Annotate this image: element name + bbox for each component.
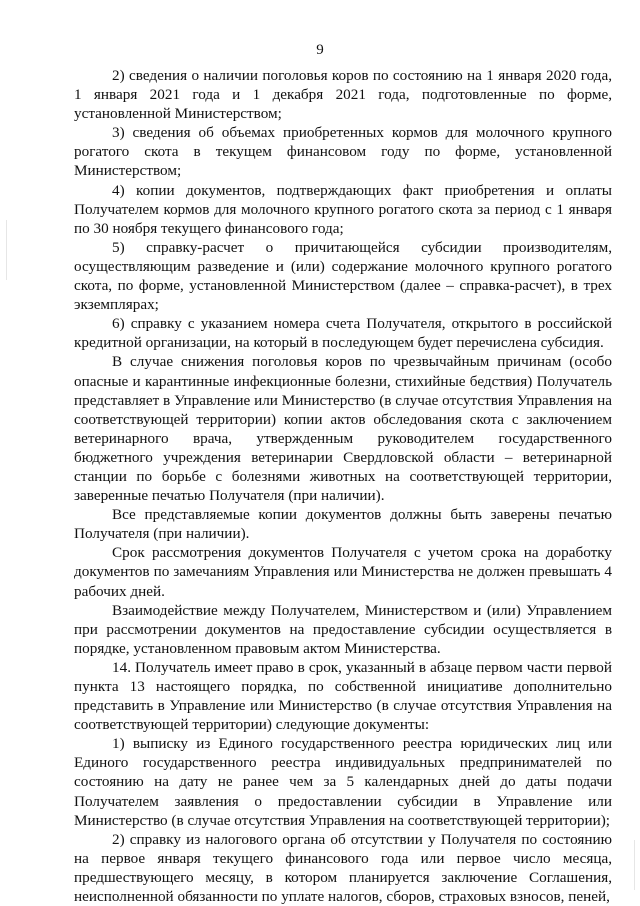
paragraph-copies-certification: Все представляемые копии документов должны быть заверены печатью Получателя (при наличии).: [74, 506, 612, 543]
paragraph-item-6: 6) справку с указанием номера счета Получателя, открытого в российской кредитной организации, на который в последующем будет перечислена субсидия.: [74, 315, 612, 352]
paragraph-livestock-reduction: В случае снижения поголовья коров по чрезвычайным причинам (особо опасные и карантинные инфекционные болезни, стихийные бедствия) Получатель представляет в Управление или Министерство (в случае отсутствия Управления на соответствующей территории) копии актов обследования скота с заключением ветеринарного врача, утвержденным руководителем государственного бюджетного учреждения ветеринарии Свердловской области – ветеринарной станции по борьбе с болезнями животных на соответствующей территории, заверенные печатью Получателя (при наличии).: [74, 353, 612, 505]
paragraph-item-2-tax-certificate: 2) справку из налогового органа об отсутствии у Получателя по состоянию на первое января текущего финансового года или первое число месяца, предшествующего месяцу, в котором планируется заключение Соглашения, неисполненной обязанности по уплате налогов, сборов, страховых взносов, пеней,: [74, 830, 612, 906]
paragraph-review-period: Срок рассмотрения документов Получателя с учетом срока на доработку документов по замечаниям Управления или Министерства не должен превышать 4 рабочих дней.: [74, 544, 612, 600]
paragraph-item-5: 5) справку-расчет о причитающейся субсидии производителям, осуществляющим разведение и (или) содержание молочного крупного рогатого скота, по форме, установленной Министерством (далее – справка-расчет), в трех экземплярах;: [74, 238, 612, 314]
paragraph-item-4: 4) копии документов, подтверждающих факт приобретения и оплаты Получателем кормов для молочного крупного рогатого скота за период с 1 января по 30 ноября текущего финансового года;: [74, 181, 612, 237]
document-body: [74, 66, 612, 906]
scan-edge-left: [6, 220, 7, 280]
paragraph-item-1-extract: 1) выписку из Единого государственного реестра юридических лиц или Единого государственного реестра индивидуальных предпринимателей по состоянию на дату не ранее чем за 5 календарных дней до даты подачи Получателем заявления о предоставлении субсидии в Управление или Министерство (в случае отсутствия Управления на соответствующей территории);: [74, 735, 612, 829]
page-number: 9: [316, 42, 324, 58]
paragraph-item-3: 3) сведения об объемах приобретенных кормов для молочного крупного рогатого скота в текущем финансовом году по форме, установленной Министерством;: [74, 124, 612, 180]
paragraph-interaction: Взаимодействие между Получателем, Министерством и (или) Управлением при рассмотрении документов на предоставление субсидии осуществляется в порядке, установленном правовым актом Министерства.: [74, 601, 612, 657]
scan-edge-right: [634, 840, 635, 890]
paragraph-section-14: 14. Получатель имеет право в срок, указанный в абзаце первом части первой пункта 13 настоящего порядка, по собственной инициативе дополнительно представить в Управление или Министерство (в случае отсутствия Управления на соответствующей территории) следующие документы:: [74, 658, 612, 734]
paragraph-item-2: 2) сведения о наличии поголовья коров по состоянию на 1 января 2020 года, 1 января 2021 года и 1 декабря 2021 года, подготовленные по форме, установленной Министерством;: [74, 67, 612, 123]
